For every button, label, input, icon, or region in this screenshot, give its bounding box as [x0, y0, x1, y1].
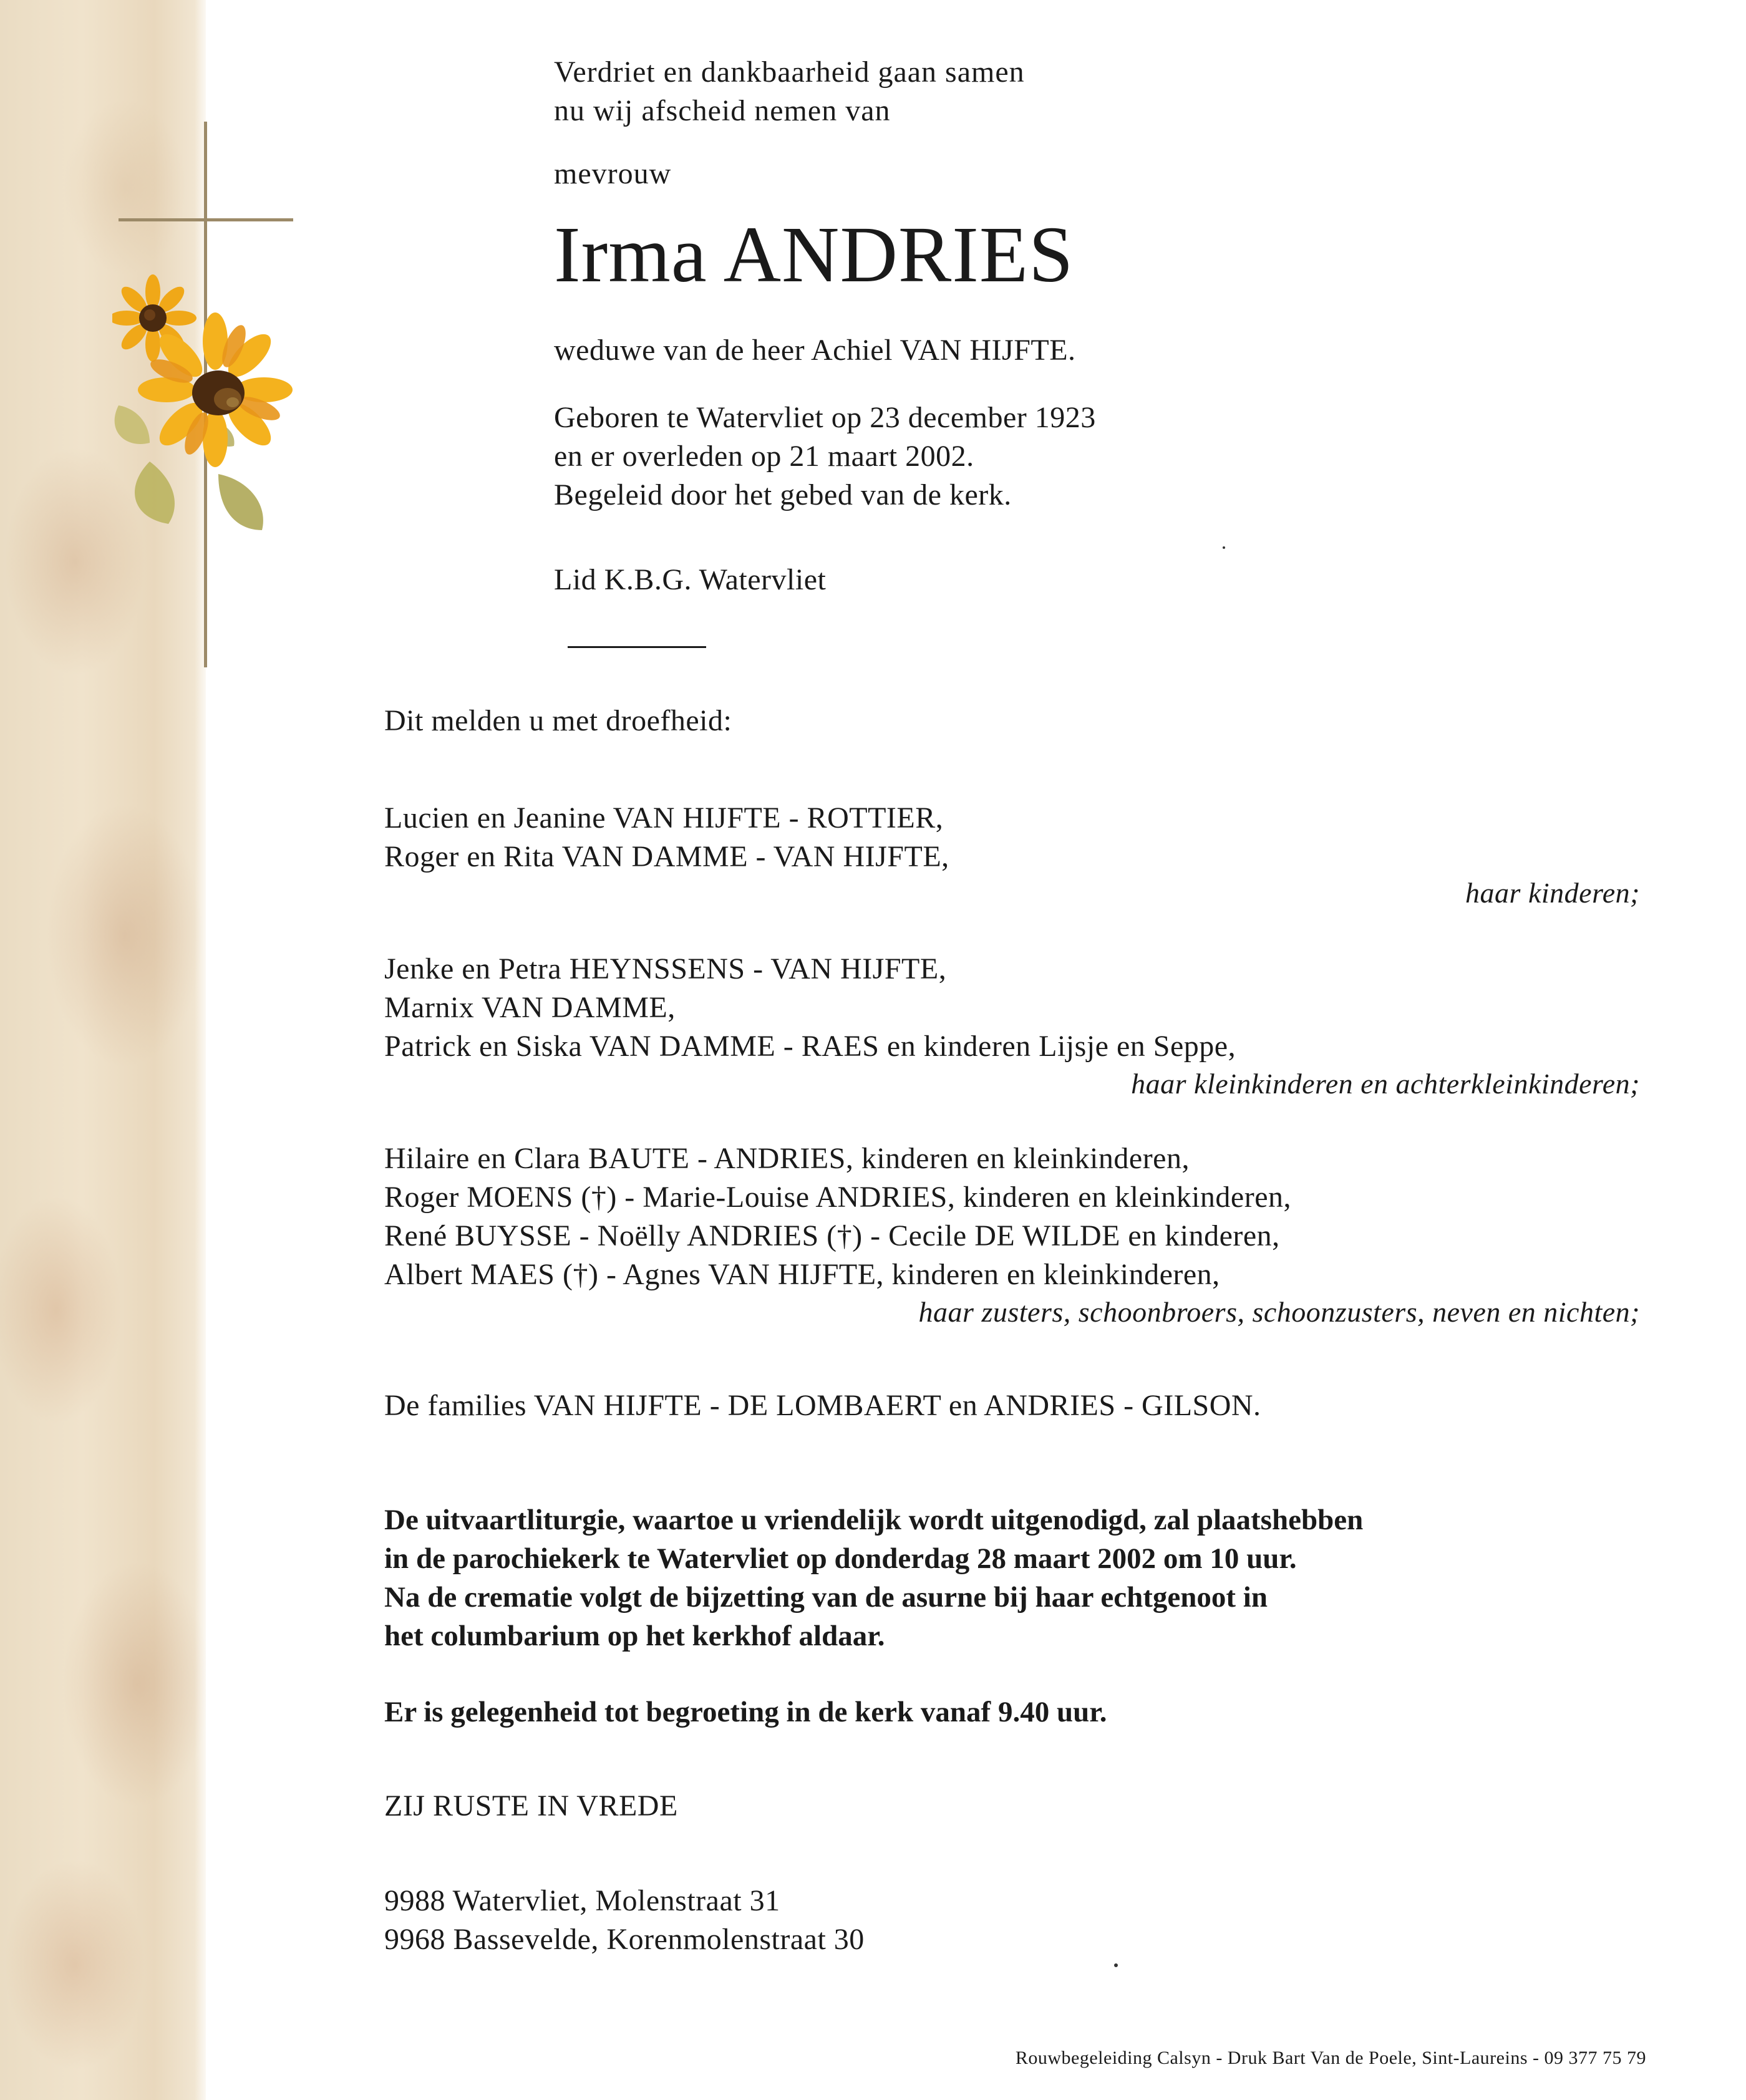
- church-line: Begeleid door het gebed van de kerk.: [554, 478, 1012, 511]
- print-speck: [1114, 1963, 1118, 1967]
- children-relation: haar kinderen;: [1465, 877, 1640, 909]
- grandchildren-line: Patrick en Siska VAN DAMME - RAES en kinderen Lijsje en Seppe,: [384, 1030, 1236, 1063]
- sibling-line: Roger MOENS (†) - Marie-Louise ANDRIES, kinderen en kleinkinderen,: [384, 1181, 1292, 1214]
- deceased-name: Irma ANDRIES: [554, 210, 1074, 299]
- grandchildren-line: Jenke en Petra HEYNSSENS - VAN HIJFTE,: [384, 952, 947, 985]
- families-line: De families VAN HIJFTE - DE LOMBAERT en ANDRIES - GILSON.: [384, 1389, 1261, 1422]
- ceremony-line: in de parochiekerk te Watervliet op donderdag 28 maart 2002 om 10 uur.: [384, 1542, 1297, 1575]
- address-line: 9988 Watervliet, Molenstraat 31: [384, 1884, 780, 1917]
- birth-line: Geboren te Watervliet op 23 december 1923: [554, 401, 1096, 434]
- print-speck: [1223, 546, 1225, 549]
- children-line: Lucien en Jeanine VAN HIJFTE - ROTTIER,: [384, 801, 944, 835]
- announcement-intro: Dit melden u met droefheid:: [384, 704, 732, 737]
- printer-footer: Rouwbegeleiding Calsyn - Druk Bart Van de Poele, Sint-Laureins - 09 377 75 79: [1015, 2048, 1646, 2068]
- intro-line-2: nu wij afscheid nemen van: [554, 94, 891, 127]
- siblings-relation: haar zusters, schoonbroers, schoonzusters, neven en nichten;: [918, 1296, 1640, 1328]
- membership-line: Lid K.B.G. Watervliet: [554, 563, 827, 596]
- grandchildren-relation: haar kleinkinderen en achterkleinkinderen;: [1131, 1068, 1640, 1100]
- salutation: mevrouw: [554, 157, 672, 190]
- intro-line-1: Verdriet en dankbaarheid gaan samen: [554, 56, 1025, 89]
- sibling-line: Albert MAES (†) - Agnes VAN HIJFTE, kinderen en kleinkinderen,: [384, 1258, 1220, 1291]
- greeting-line: Er is gelegenheid tot begroeting in de kerk vanaf 9.40 uur.: [384, 1696, 1107, 1728]
- grandchildren-line: Marnix VAN DAMME,: [384, 991, 676, 1024]
- rest-in-peace: ZIJ RUSTE IN VREDE: [384, 1789, 678, 1822]
- ceremony-line: De uitvaartliturgie, waartoe u vriendelijk wordt uitgenodigd, zal plaatshebben: [384, 1504, 1364, 1536]
- sibling-line: Hilaire en Clara BAUTE - ANDRIES, kinderen en kleinkinderen,: [384, 1142, 1190, 1175]
- widow-line: weduwe van de heer Achiel VAN HIJFTE.: [554, 334, 1076, 367]
- cross-horizontal-bar: [119, 218, 293, 221]
- divider-rule: [568, 646, 706, 648]
- sibling-line: René BUYSSE - Noëlly ANDRIES (†) - Cecile DE WILDE en kinderen,: [384, 1219, 1280, 1252]
- ceremony-line: Na de crematie volgt de bijzetting van de asurne bij haar echtgenoot in: [384, 1581, 1268, 1614]
- address-line: 9968 Bassevelde, Korenmolenstraat 30: [384, 1923, 865, 1956]
- children-line: Roger en Rita VAN DAMME - VAN HIJFTE,: [384, 840, 949, 873]
- ceremony-line: het columbarium op het kerkhof aldaar.: [384, 1620, 885, 1652]
- death-line: en er overleden op 21 maart 2002.: [554, 440, 974, 473]
- large-sunflower: [138, 312, 293, 467]
- sunflower-icon: [112, 274, 306, 536]
